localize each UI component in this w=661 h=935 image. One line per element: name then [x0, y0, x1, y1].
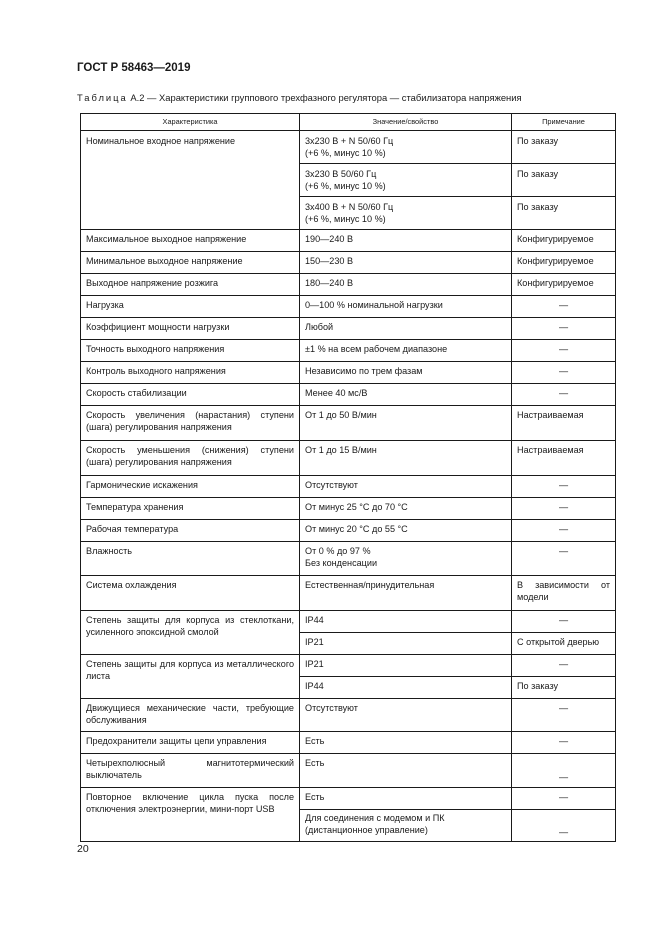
- cell-value: Менее 40 мс/В: [300, 384, 512, 406]
- cell-note: По заказу: [512, 197, 616, 230]
- cell-note: —: [512, 362, 616, 384]
- cell-value: От 1 до 50 В/мин: [300, 406, 512, 441]
- table-row: [81, 252, 616, 274]
- table-row: [81, 406, 616, 441]
- cell-value: IP21: [300, 655, 512, 677]
- page-number: 20: [77, 843, 89, 855]
- cell-value: 150—230 В: [300, 252, 512, 274]
- cell-characteristic: Система охлаждения: [81, 576, 300, 611]
- cell-note: —: [512, 788, 616, 810]
- caption-prefix: Таблица: [77, 92, 128, 103]
- cell-characteristic: Повторное включение цикла пуска после отключения электроэнергии, мини-порт USB: [81, 788, 300, 842]
- cell-note: —: [512, 699, 616, 732]
- table-row: [81, 476, 616, 498]
- cell-note: Конфигурируемое: [512, 230, 616, 252]
- cell-note: —: [512, 810, 616, 842]
- cell-value: Отсутствуют: [300, 699, 512, 732]
- cell-characteristic: Степень защиты для корпуса из металлического листа: [81, 655, 300, 699]
- cell-characteristic: Движущиеся механические части, требующие обслуживания: [81, 699, 300, 732]
- cell-characteristic: Влажность: [81, 542, 300, 576]
- cell-characteristic: Четырехполюсный магнитотермический выключатель: [81, 754, 300, 788]
- cell-value: Есть: [300, 732, 512, 754]
- cell-characteristic: Гармонические искажения: [81, 476, 300, 498]
- cell-characteristic: Минимальное выходное напряжение: [81, 252, 300, 274]
- cell-value: От 1 до 15 В/мин: [300, 441, 512, 476]
- table-row: [81, 296, 616, 318]
- cell-value: 3x230 В 50/60 Гц (+6 %, минус 10 %): [300, 164, 512, 197]
- cell-value: От 0 % до 97 % Без конденсации: [300, 542, 512, 576]
- table-row: [81, 362, 616, 384]
- column-header: Характеристика: [81, 114, 300, 131]
- cell-value: Есть: [300, 788, 512, 810]
- characteristics-table: [80, 113, 616, 842]
- table-row: [81, 576, 616, 611]
- cell-note: По заказу: [512, 677, 616, 699]
- cell-characteristic: Выходное напряжение розжига: [81, 274, 300, 296]
- cell-characteristic: Точность выходного напряжения: [81, 340, 300, 362]
- cell-characteristic: Номинальное входное напряжение: [81, 131, 300, 230]
- caption-text: А.2 — Характеристики группового трехфазного регулятора — стабилизатора напряжения: [127, 92, 522, 103]
- cell-note: —: [512, 476, 616, 498]
- table-row: [81, 274, 616, 296]
- cell-value: 190—240 В: [300, 230, 512, 252]
- cell-note: С открытой дверью: [512, 633, 616, 655]
- cell-note: По заказу: [512, 164, 616, 197]
- table-row: [81, 498, 616, 520]
- table-header-row: [81, 114, 616, 131]
- cell-value: 3x400 В + N 50/60 Гц (+6 %, минус 10 %): [300, 197, 512, 230]
- cell-characteristic: Температура хранения: [81, 498, 300, 520]
- table-row: [81, 611, 616, 633]
- cell-note: —: [512, 611, 616, 633]
- cell-note: Настраиваемая: [512, 441, 616, 476]
- cell-note: —: [512, 340, 616, 362]
- cell-note: —: [512, 542, 616, 576]
- table-row: [81, 318, 616, 340]
- document-header: ГОСТ Р 58463—2019: [77, 62, 191, 74]
- table-caption: [77, 92, 522, 103]
- cell-value: Отсутствуют: [300, 476, 512, 498]
- cell-value: IP44: [300, 677, 512, 699]
- cell-value: ±1 % на всем рабочем диапазоне: [300, 340, 512, 362]
- column-header: Значение/свойство: [300, 114, 512, 131]
- cell-characteristic: Максимальное выходное напряжение: [81, 230, 300, 252]
- cell-note: Настраиваемая: [512, 406, 616, 441]
- cell-note: Конфигурируемое: [512, 274, 616, 296]
- cell-value: 180—240 В: [300, 274, 512, 296]
- cell-characteristic: Рабочая температура: [81, 520, 300, 542]
- cell-note: В зависимости от модели: [512, 576, 616, 611]
- table-row: [81, 732, 616, 754]
- cell-value: 3x230 В + N 50/60 Гц (+6 %, минус 10 %): [300, 131, 512, 164]
- cell-characteristic: Скорость уменьшения (снижения) ступени (шага) регулирования напряжения: [81, 441, 300, 476]
- cell-value: От минус 20 °С до 55 °С: [300, 520, 512, 542]
- cell-value: IP44: [300, 611, 512, 633]
- table-row: [81, 699, 616, 732]
- table-row: [81, 520, 616, 542]
- cell-characteristic: Контроль выходного напряжения: [81, 362, 300, 384]
- cell-value: Естественная/принудительная: [300, 576, 512, 611]
- table-row: [81, 230, 616, 252]
- cell-value: Любой: [300, 318, 512, 340]
- column-header: Примечание: [512, 114, 616, 131]
- cell-value: 0—100 % номинальной нагрузки: [300, 296, 512, 318]
- table-row: [81, 655, 616, 677]
- table-row: [81, 754, 616, 788]
- cell-characteristic: Скорость стабилизации: [81, 384, 300, 406]
- cell-characteristic: Коэффициент мощности нагрузки: [81, 318, 300, 340]
- cell-note: —: [512, 520, 616, 542]
- cell-note: —: [512, 384, 616, 406]
- table-row: [81, 384, 616, 406]
- cell-note: —: [512, 498, 616, 520]
- table-row: [81, 131, 616, 164]
- cell-note: —: [512, 655, 616, 677]
- cell-note: —: [512, 318, 616, 340]
- cell-value: IP21: [300, 633, 512, 655]
- cell-value: Есть: [300, 754, 512, 788]
- cell-note: Конфигурируемое: [512, 252, 616, 274]
- cell-value: Независимо по трем фазам: [300, 362, 512, 384]
- table-row: [81, 542, 616, 576]
- cell-characteristic: Предохранители защиты цепи управления: [81, 732, 300, 754]
- cell-note: По заказу: [512, 131, 616, 164]
- table-row: [81, 788, 616, 810]
- cell-value: Для соединения с модемом и ПК (дистанционное управление): [300, 810, 512, 842]
- cell-characteristic: Скорость увеличения (нарастания) ступени (шага) регулирования напряжения: [81, 406, 300, 441]
- cell-characteristic: Нагрузка: [81, 296, 300, 318]
- cell-value: От минус 25 °С до 70 °С: [300, 498, 512, 520]
- cell-note: —: [512, 754, 616, 788]
- cell-characteristic: Степень защиты для корпуса из стеклоткани, усиленного эпоксидной смолой: [81, 611, 300, 655]
- table-row: [81, 441, 616, 476]
- table-row: [81, 340, 616, 362]
- cell-note: —: [512, 296, 616, 318]
- cell-note: —: [512, 732, 616, 754]
